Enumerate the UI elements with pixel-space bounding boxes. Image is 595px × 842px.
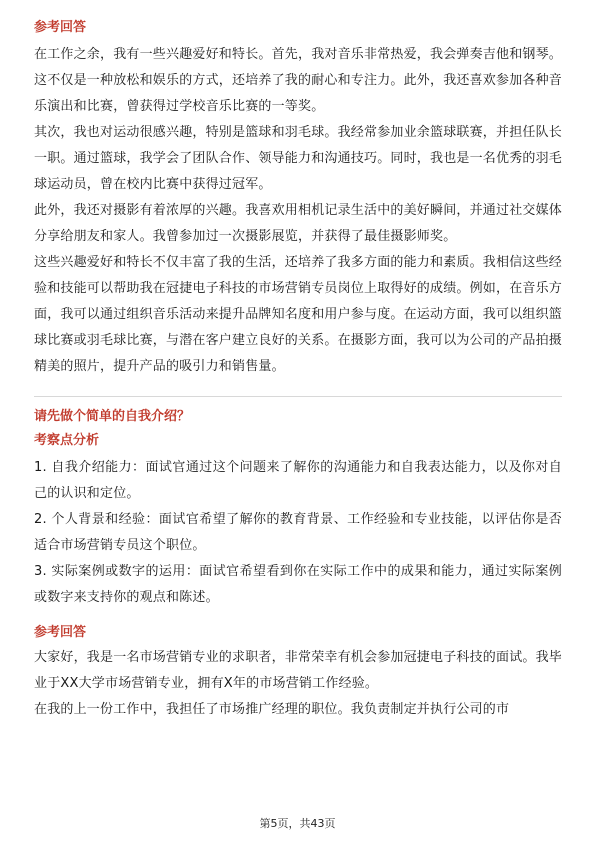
reference-answer-heading: 参考回答 [34,20,87,35]
answer-paragraph: 在我的上一份工作中，我担任了市场推广经理的职位。我负责制定并执行公司的市 [34,702,510,717]
page-number: 第5页，共43页 [259,817,336,830]
document-page [34,18,562,723]
section-divider [34,396,562,397]
analysis-item: 2. 个人背景和经验：面试官希望了解你的教育背景、工作经验和专业技能，以评估你是否适合市场营销专员这个职位。 [34,512,562,553]
answer-paragraph: 其次，我也对运动很感兴趣，特别是篮球和羽毛球。我经常参加业余篮球联赛，并担任队长一职。通过篮球，我学会了团队合作、领导能力和沟通技巧。同时，我也是一名优秀的羽毛球运动员，曾在校内比赛中获得过冠军。 [34,125,563,192]
answer-paragraph: 大家好，我是一名市场营销专业的求职者，非常荣幸有机会参加冠捷电子科技的面试。我毕业于XX大学市场营销专业，拥有X年的市场营销工作经验。 [34,650,563,691]
answer-paragraph: 在工作之余，我有一些兴趣爱好和特长。首先，我对音乐非常热爱，我会弹奏吉他和钢琴。这不仅是一种放松和娱乐的方式，还培养了我的耐心和专注力。此外，我还喜欢参加各种音乐演出和比赛，曾获得过学校音乐比赛的一等奖。 [34,47,563,114]
question-title: 请先做个简单的自我介绍？ [34,409,191,424]
answer-paragraph: 此外，我还对摄影有着浓厚的兴趣。我喜欢用相机记录生活中的美好瞬间，并通过社交媒体分享给朋友和家人。我曾参加过一次摄影展览，并获得了最佳摄影师奖。 [34,203,563,244]
analysis-heading: 考察点分析 [34,433,100,448]
reference-answer-heading: 参考回答 [34,625,87,640]
analysis-item: 1. 自我介绍能力：面试官通过这个问题来了解你的沟通能力和自我表达能力，以及你对自己的认识和定位。 [34,460,562,501]
analysis-item: 3. 实际案例或数字的运用：面试官希望看到你在实际工作中的成果和能力，通过实际案例或数字来支持你的观点和陈述。 [34,564,562,605]
answer-paragraph: 这些兴趣爱好和特长不仅丰富了我的生活，还培养了我多方面的能力和素质。我相信这些经验和技能可以帮助我在冠捷电子科技的市场营销专员岗位上取得好的成绩。例如，在音乐方面，我可以通过组织音乐活动来提升品牌知名度和用户参与度。在运动方面，我可以组织篮球比赛或羽毛球比赛，与潜在客户建立良好的关系。在摄影方面，我可以为公司的产品拍摄精美的照片，提升产品的吸引力和销售量。 [34,255,563,374]
